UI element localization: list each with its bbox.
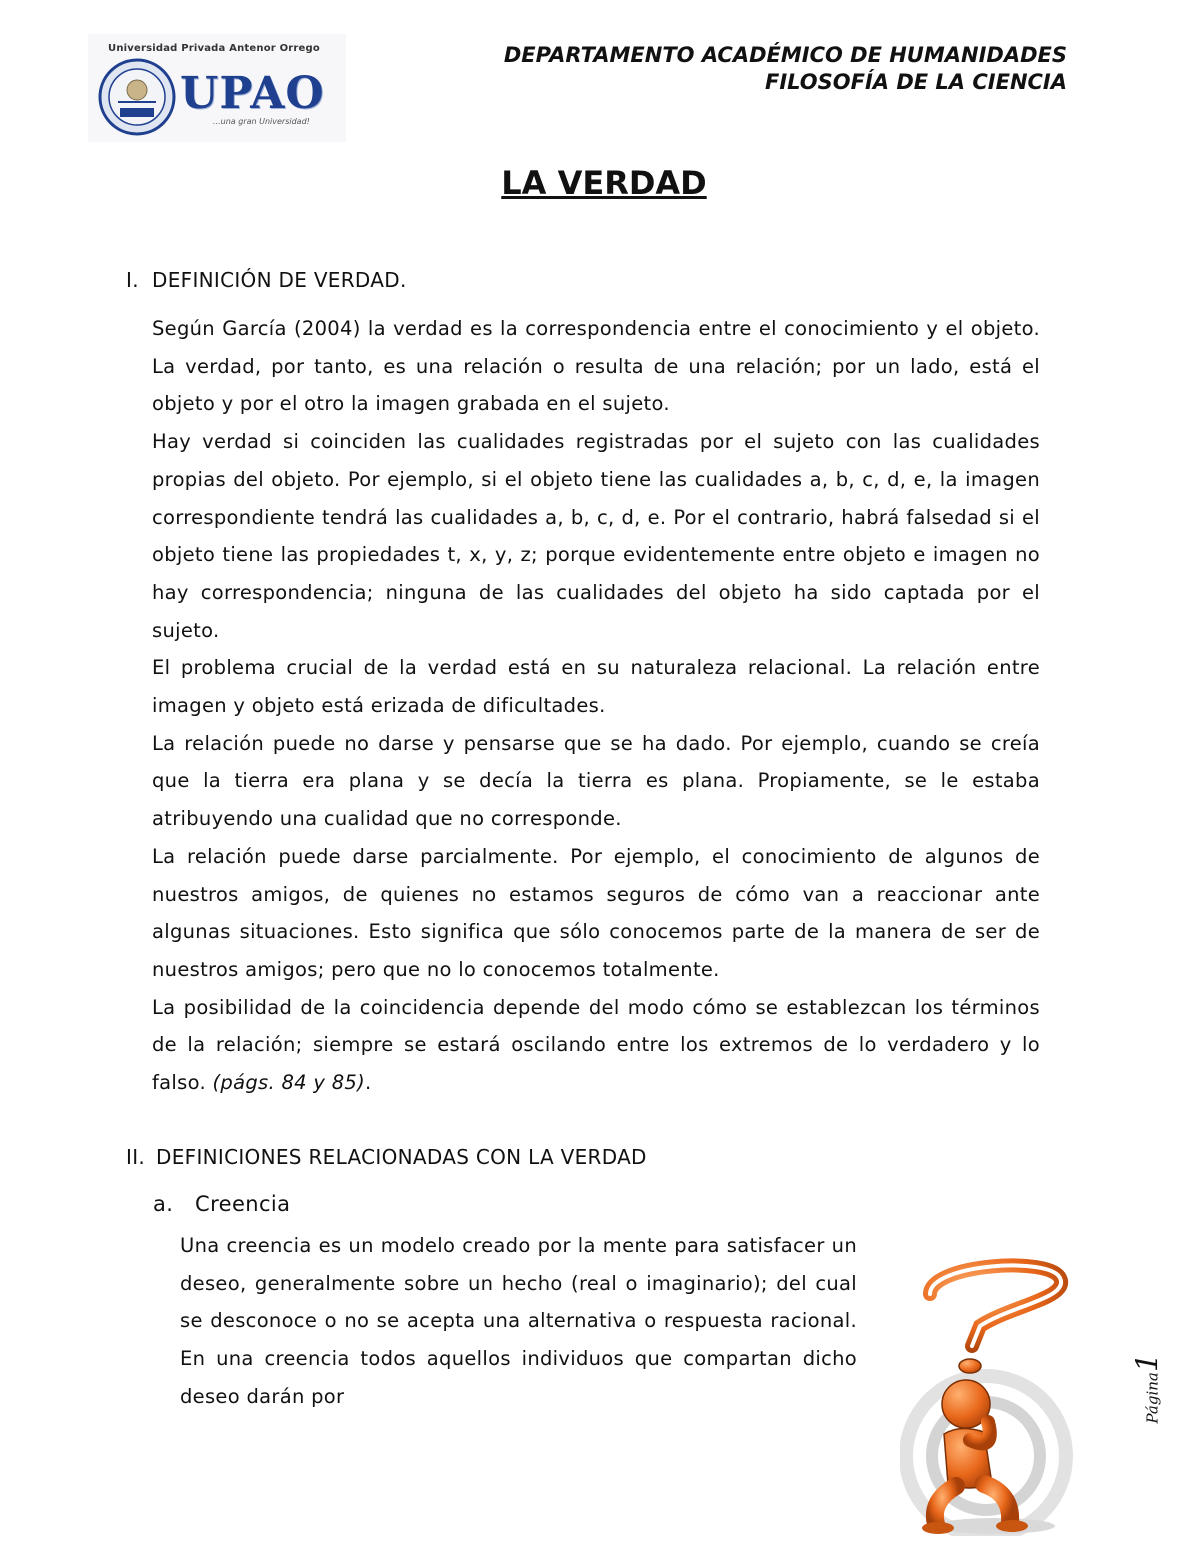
section-2-number: II. bbox=[126, 1145, 146, 1169]
header-course: FILOSOFÍA DE LA CIENCIA bbox=[765, 70, 1067, 94]
section-1-body bbox=[152, 310, 1040, 1102]
paragraph: Una creencia es un modelo creado por la mente para satisfacer un deseo, generalmente sobre un hecho (real o imaginario); del cual se desconoce o no se acepta una alternativa o respuesta racional. En una creencia todos aquellos individuos que compartan dicho deseo darán por bbox=[180, 1234, 857, 1408]
citation-end: . bbox=[365, 1071, 372, 1095]
header-department: DEPARTAMENTO ACADÉMICO DE HUMANIDADES bbox=[503, 43, 1067, 67]
brand-tagline: ...una gran Universidad! bbox=[213, 117, 310, 126]
university-seal-icon bbox=[98, 58, 176, 136]
university-name: Universidad Privada Antenor Orrego bbox=[108, 43, 320, 54]
section-1-number: I. bbox=[126, 268, 139, 292]
thinking-figure-icon bbox=[900, 1256, 1080, 1536]
document-header bbox=[504, 42, 1067, 96]
paragraph: El problema crucial de la verdad está en su naturaleza relacional. La relación entre imagen y objeto está erizada de dificultades. bbox=[152, 656, 1040, 718]
subsection-letter: a. bbox=[153, 1192, 174, 1216]
section-1-title: DEFINICIÓN DE VERDAD. bbox=[152, 268, 407, 292]
subsection-title: Creencia bbox=[195, 1192, 291, 1216]
university-logo bbox=[88, 34, 346, 142]
paragraph-last bbox=[152, 989, 1040, 1102]
subsection-heading bbox=[153, 1192, 290, 1216]
page-title: LA VERDAD bbox=[501, 164, 707, 202]
section-2-title: DEFINICIONES RELACIONADAS CON LA VERDAD bbox=[156, 1145, 647, 1169]
brand-wordmark: UPAO bbox=[180, 68, 325, 119]
paragraph-text: La posibilidad de la coincidencia depende del modo cómo se establezcan los términos de la relación; siempre se estará oscilando entre los extremos de lo verdadero y lo falso. bbox=[152, 995, 1040, 1095]
paragraph: Según García (2004) la verdad es la correspondencia entre el conocimiento y el objeto. La verdad, por tanto, es una relación o resulta de una relación; por un lado, está el objeto y por el otro la imagen grabada en el sujeto. bbox=[152, 317, 1040, 416]
citation: (págs. 84 y 85) bbox=[212, 1071, 366, 1095]
section-2-heading bbox=[126, 1145, 647, 1169]
page-number bbox=[1128, 1326, 1168, 1424]
paragraph: Hay verdad si coinciden las cualidades registradas por el sujeto con las cualidades propias del objeto. Por ejemplo, si el objeto tiene las cualidades a, b, c, d, e, la imagen correspondiente tendrá las cualidades a, b, c, d, e. Por el contrario, habrá falsedad si el objeto tiene las propiedades t, x, y, z; porque evidentemente entre objeto e imagen no hay correspondencia; ninguna de las cualidades del objeto ha sido captada por el sujeto. bbox=[152, 430, 1040, 642]
subsection-body bbox=[180, 1227, 857, 1416]
paragraph: La relación puede no darse y pensarse que se ha dado. Por ejemplo, cuando se creía que la tierra era plana y se decía la tierra es plana. Propiamente, se le estaba atribuyendo una cualidad que no corresponde. bbox=[152, 731, 1040, 831]
paragraph: La relación puede darse parcialmente. Por ejemplo, el conocimiento de algunos de nuestros amigos, de quienes no estamos seguros de cómo van a reaccionar ante algunas situaciones. Esto significa que sólo conocemos parte de la manera de ser de nuestros amigos; pero que no lo conocemos totalmente. bbox=[152, 844, 1040, 981]
page-label-number: 1 bbox=[1130, 1353, 1166, 1373]
page-label-word: Página bbox=[1143, 1372, 1162, 1424]
section-1-heading bbox=[126, 268, 407, 292]
